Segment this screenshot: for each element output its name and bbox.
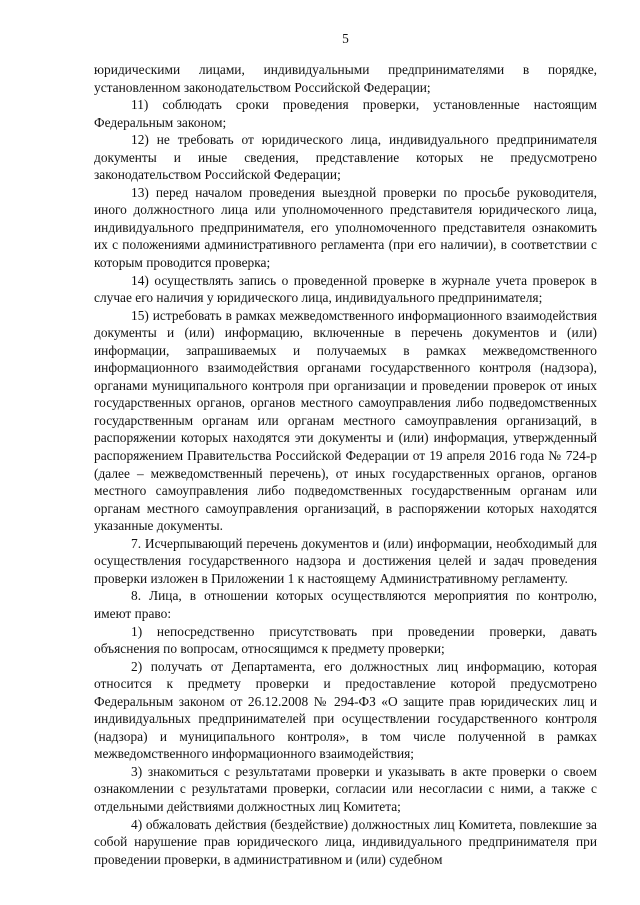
paragraph: 7. Исчерпывающий перечень документов и (или) информации, необходимый для осуществления государственного надзора и достижения целей и задач проведения проверки изложен в Приложении 1 к настоящему Административному регламенту.	[94, 535, 597, 586]
paragraph: 11) соблюдать сроки проведения проверки, установленные настоящим Федеральным законом;	[94, 97, 597, 130]
page-number: 5	[342, 31, 349, 46]
paragraph: 13) перед началом проведения выездной проверки по просьбе руководителя, иного должностного лица или уполномоченного представителя юридического лица, индивидуального предпринимателя, его уполномоченного представителя ознакомить их с положениями административного регламента (при его наличии), в соответствии с которым проводится проверка;	[94, 184, 597, 271]
paragraph: юридическими лицами, индивидуальными предпринимателями в порядке, установленном законодательством Российской Федерации;	[94, 62, 597, 95]
paragraph: 1) непосредственно присутствовать при проведении проверки, давать объяснения по вопросам, относящимся к предмету проверки;	[94, 623, 597, 657]
paragraph: 15) истребовать в рамках межведомственного информационного взаимодействия документы и (или) информацию, включенные в перечень документов и (или) информации, запрашиваемых и получаемых в рамках межведомственного информационного взаимодействия органами государственного контроля (надзора), органами муниципального контроля при организации и проведении проверок от иных государственных органов, органов местного самоуправления либо подведомственных государственным органам или органам местного самоуправления организаций, в распоряжении которых находятся эти документы и (или) информация, утвержденный распоряжением Правительства Российской Федерации от 19 апреля 2016 года № 724-р (далее – межведомственный перечень), от иных государственных органов, органов местного самоуправления либо подведомственных государственным органам или органам местного самоуправления организаций, в распоряжении которых находятся указанные документы.	[94, 307, 597, 534]
paragraph: 4) обжаловать действия (бездействие) должностных лиц Комитета, повлекшие за собой нарушение прав юридического лица, индивидуального предпринимателя при проведении проверки, в административном и (или) судебном	[94, 816, 597, 867]
document-body	[94, 61, 597, 868]
paragraph: 12) не требовать от юридического лица, индивидуального предпринимателя документы и иные сведения, представление которых не предусмотрено законодательством Российской Федерации;	[94, 132, 597, 183]
paragraph: 14) осуществлять запись о проведенной проверке в журнале учета проверок в случае его наличия у юридического лица, индивидуального предпринимателя;	[94, 272, 597, 306]
paragraph: 8. Лица, в отношении которых осуществляются мероприятия по контролю, имеют право:	[94, 588, 597, 621]
paragraph: 3) знакомиться с результатами проверки и указывать в акте проверки о своем ознакомлении с результатами проверки, согласии или несогласии с ними, а также с отдельными действиями должностных лиц Комитета;	[94, 763, 597, 814]
document-page	[94, 30, 597, 868]
paragraph: 2) получать от Департамента, его должностных лиц информацию, которая относится к предмету проверки и предоставление которой предусмотрено Федеральным законом от 26.12.2008 № 294-ФЗ «О защите прав юридических лиц и индивидуальных предпринимателей при осуществлении государственного контроля (надзора) и муниципального контроля», в том числе полученной в рамках межведомственного информационного взаимодействия;	[94, 658, 597, 762]
